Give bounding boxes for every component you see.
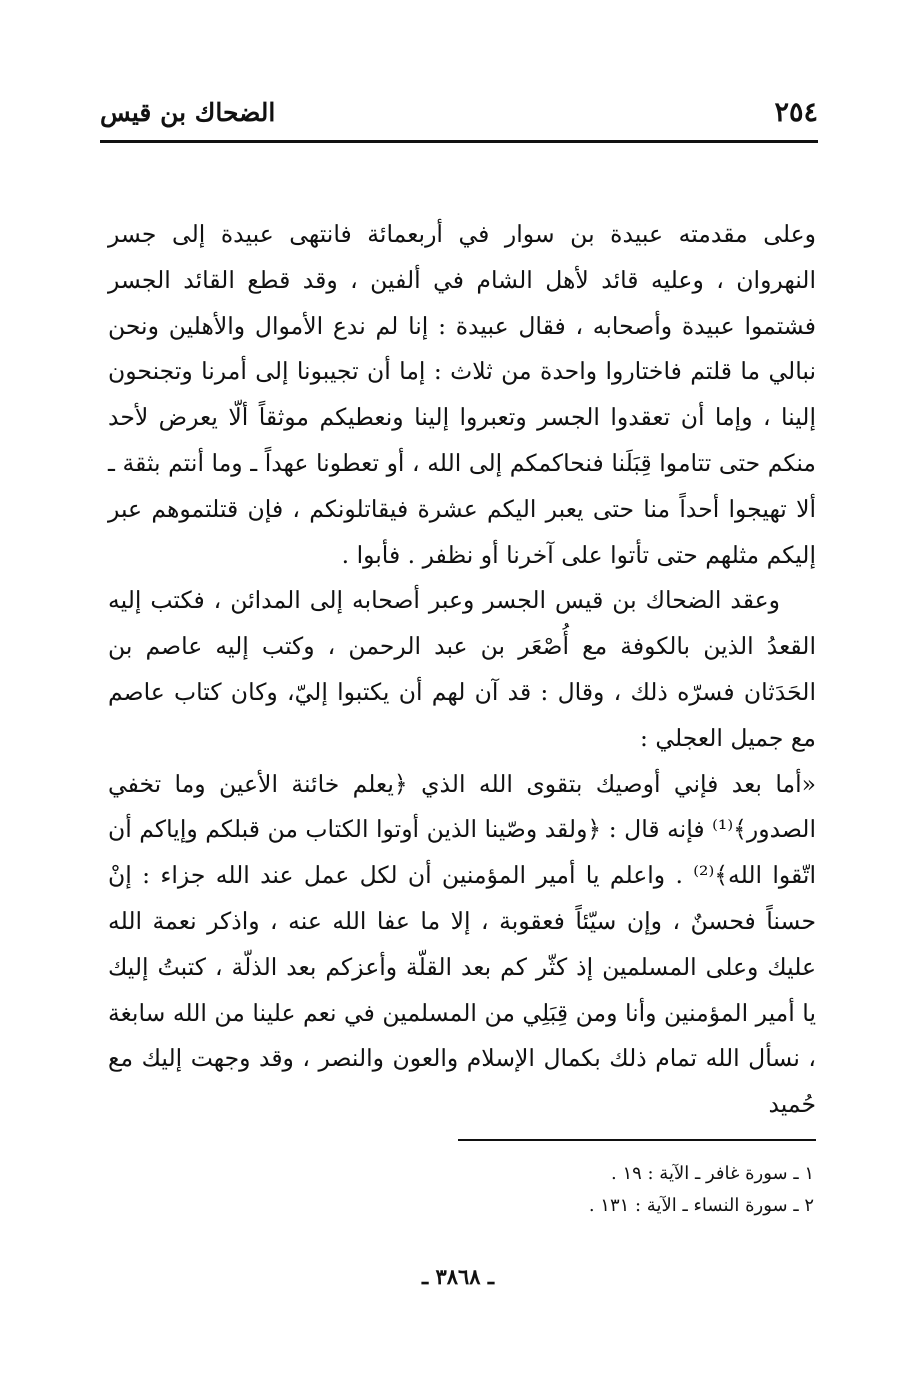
- folio-number: ـ ٣٨٦٨ ـ: [421, 1264, 495, 1289]
- running-header: [100, 96, 818, 142]
- footnote: ٢ ـ سورة النساء ـ الآية : ١٣١ .: [588, 1195, 814, 1216]
- header-rule: [100, 140, 818, 143]
- footnote: ١ ـ سورة غافر ـ الآية : ١٩ .: [611, 1163, 814, 1184]
- footnotes: [108, 1158, 814, 1222]
- paragraph: وعقد الضحاك بن قيس الجسر وعبر أصحابه إلى المدائن ، فكتب إليه القعدُ الذين بالكوفة مع أُصْعَر بن عبد الرحمن ، وكتب إليه عاصم بن الحَدَثان فسرّه ذلك ، وقال : قد آن لهم أن يكتبوا إليّ، وكان كتاب عاصم مع جميل العجلي :: [108, 586, 816, 752]
- footnote-rule: [458, 1139, 816, 1141]
- running-title: الضحاك بن قيس: [100, 98, 276, 127]
- page-number: ٢٥٤: [774, 97, 818, 128]
- paragraph: وعلى مقدمته عبيدة بن سوار في أربعمائة فانتهى عبيدة إلى جسر النهروان ، وعليه قائد لأهل الشام في ألفين ، وقد قطع القائد الجسر فشتموا عبيدة وأصحابه ، فقال عبيدة : إنا لم ندع الأموال والأهلين ونحن نبالي ما قلتم فاختاروا واحدة من ثلاث : إما أن تجيبونا إلى أمرنا وتجنحون إلينا ، وإما أن تعقدوا الجسر وتعبروا إلينا ونعطيكم موثقاً ألّا يعرض لأحد منكم حتى تتاموا قِبَلَنا فنحاكمكم إلى الله ، أو تعطونا عهداً ـ وما أنتم بثقة ـ ألا تهيجوا أحداً منا حتى يعبر اليكم عشرة فيقاتلونكم ، فإن قتلتموهم عبر إليكم مثلهم حتى تأتوا على آخرنا أو نظفر . فأبوا .: [108, 220, 816, 569]
- paragraph: «أما بعد فإني أوصيك بتقوى الله الذي ﴿يعلم خائنة الأعين وما تخفي الصدور﴾⁽¹⁾ فإنه قال : ﴿ولقد وصّينا الذين أوتوا الكتاب من قبلكم وإياكم أن اتّقوا الله﴾⁽²⁾ . واعلم يا أمير المؤمنين أن لكل عمل عند الله جزاء : إنْ حسناً فحسنٌ ، وإن سيّئاً فعقوبة ، إلا ما عفا الله عنه ، واذكر نعمة الله عليك وعلى المسلمين إذ كثّر كم بعد القلّة وأعزكم بعد الذلّة ، كتبتُ إليك يا أمير المؤمنين وأنا ومن قِبَلِي من المسلمين في نعم علينا من الله سابغة ، نسأل الله تمام ذلك بكمال الإسلام والعون والنصر ، وقد وجهت إليك مع حُميد: [108, 769, 816, 1119]
- main-text: [108, 212, 816, 1128]
